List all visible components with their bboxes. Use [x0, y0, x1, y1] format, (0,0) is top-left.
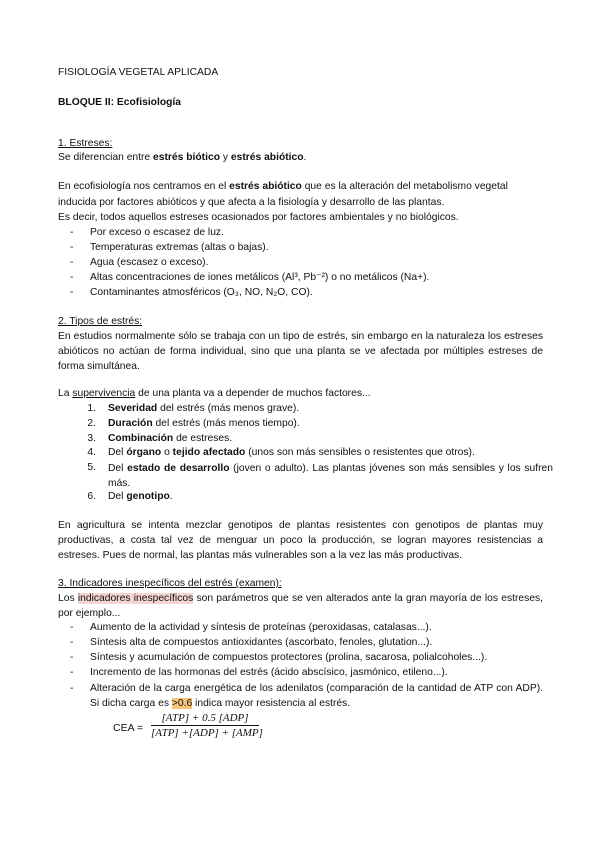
list-item: - Síntesis y acumulación de compuestos protectores (prolina, sacarosa, polialcoholes...). — [90, 651, 487, 665]
document-title: FISIOLOGÍA VEGETAL APLICADA — [58, 67, 219, 78]
section-3-heading: 3. Indicadores inespecíficos del estrés (examen): — [58, 578, 282, 589]
fraction-bar — [151, 725, 259, 726]
list-item: - Temperaturas extremas (altas o bajas). — [90, 241, 269, 255]
section-1-heading: 1. Estreses: — [58, 138, 113, 149]
formula-lhs: CEA = — [113, 722, 144, 734]
formula-numerator: [ATP] + 0.5 [ADP] — [161, 712, 249, 724]
list-item: - Agua (escasez o exceso). — [90, 256, 208, 270]
section-1-paragraph-line-3: Es decir, todos aquellos estreses ocasionados por factores ambientales y no biológicos. — [58, 212, 459, 223]
section-2-paragraph: En estudios normalmente sólo se trabaja con un tipo de estrés, sin embargo en la naturaleza los estreses abióticos no actúan de forma individual, sino que una planta se ve afectada por múltiples estreses de forma simultánea. — [58, 331, 543, 372]
block-title: BLOQUE II: Ecofisiología — [58, 97, 181, 108]
survival-line: La supervivencia de una planta va a depender de muchos factores... — [58, 388, 371, 399]
list-item: - Por exceso o escasez de luz. — [90, 226, 224, 240]
list-item: - Contaminantes atmosféricos (O₃, NO, N₂O, CO). — [90, 286, 313, 300]
section-1-paragraph-line-2: inducida por factores abióticos y que afecta a la fisiología y desarrollo de las plantas. — [58, 197, 445, 208]
section-2-heading: 2. Tipos de estrés: — [58, 316, 143, 327]
agriculture-paragraph: En agricultura se intenta mezclar genotipos de plantas resistentes con genotipos de plantas muy productivas, a costa tal vez de menguar un poco la producción, se logran mayores resistencias a estreses. Pues de normal, las plantas más vulnerables son a la vez las más productivas. — [58, 520, 543, 561]
section-1-intro: Se diferencian entre estrés biótico y estrés abiótico. — [58, 152, 307, 163]
section-1-paragraph-line-1: En ecofisiología nos centramos en el estrés abiótico que es la alteración del metabolismo vegetal — [58, 181, 508, 192]
list-item: - Incremento de las hormonas del estrés (ácido abscísico, jasmónico, etileno...). — [90, 666, 448, 680]
list-item: - Alteración de la carga energética de los adenilatos (comparación de la cantidad de ATP con ADP). Si dicha carga es >0.6 indica mayor resistencia al estrés. — [90, 681, 543, 711]
section-3-paragraph: Los indicadores inespecíficos son parámetros que se ven alterados ante la gran mayoría de los estreses, por ejemplo... — [58, 593, 544, 619]
document-page: FISIOLOGÍA VEGETAL APLICADA BLOQUE II: Ecofisiología 1. Estreses: Se diferencian entre estrés biótico y estrés abiótico. En ecofisiología nos centramos en el estrés abiótico que es la alteración del metabolismo vegetal inducida por factores abióticos y que afecta a la fisiología y desarrollo de las plantas. Es decir, todos aquellos estreses ocasionados por factores ambientales y no biológicos. - Por exceso o escasez de luz. - Temperaturas extremas (altas o bajas). - Agua (escasez o exceso). - Altas concentraciones de iones metálicos (Al³, Pb⁻²) o no metálicos (Na+). - Contaminantes atmosféricos (O₃, NO, N₂O, CO). 2. Tipos de estrés: En estudios normalmente sólo se trabaja con un tipo de estrés, sin embargo en la naturaleza los estreses abióticos no actúan de forma individual, sino que una planta se ve afectada por múltiples estreses de forma simultánea. La supervivencia de una planta va a depender de muchos factores... 1. Severidad del estrés (más menos grave). 2. Duración del estrés (más menos tiempo). 3. Combinación de estreses. 4. Del órgano o tejido afectado (unos son más sensibles o resistentes que otros). 5. Del estado de desarrollo (joven o adulto). Las plantas jóvenes son más sensibles y los sufren más. 6. Del genotipo. En agricultura se intenta mezclar genotipos de plantas resistentes con genotipos de plantas muy productivas, a costa tal vez de menguar un poco la producción, se logran mayores resistencias a estreses. Pues de normal, las plantas más vulnerables son a la vez las más productivas. 3. Indicadores inespecíficos del estrés (examen): Los indicadores inespecíficos son parámetros que se ven alterados ante la gran mayoría de los estreses, por ejemplo... - Aumento de la actividad y síntesis de proteínas (peroxidasas, catalasas...). - Síntesis alta de compuestos antioxidantes (ascorbato, fenoles, glutation...). - Síntesis y acumulación de compuestos protectores (prolina, sacarosa, polialcoholes...). - Incremento de las hormonas del estrés (ácido abscísico, jasmónico, etileno...). - Alteración de la carga energética de los adenilatos (comparación de la cantidad de ATP con ADP). Si dicha carga es >0.6 indica mayor resistencia al estrés. CEA = [ATP] + 0.5 [ADP] [ATP] +[ADP] + [AMP] — [0, 0, 600, 848]
list-item: - Aumento de la actividad y síntesis de proteínas (peroxidasas, catalasas...). — [90, 621, 432, 635]
list-item: - Síntesis alta de compuestos antioxidantes (ascorbato, fenoles, glutation...). — [90, 636, 432, 650]
list-item: - Altas concentraciones de iones metálicos (Al³, Pb⁻²) o no metálicos (Na+). — [90, 271, 429, 285]
formula-fraction — [151, 712, 263, 739]
formula-denominator: [ATP] +[ADP] + [AMP] — [151, 727, 263, 739]
